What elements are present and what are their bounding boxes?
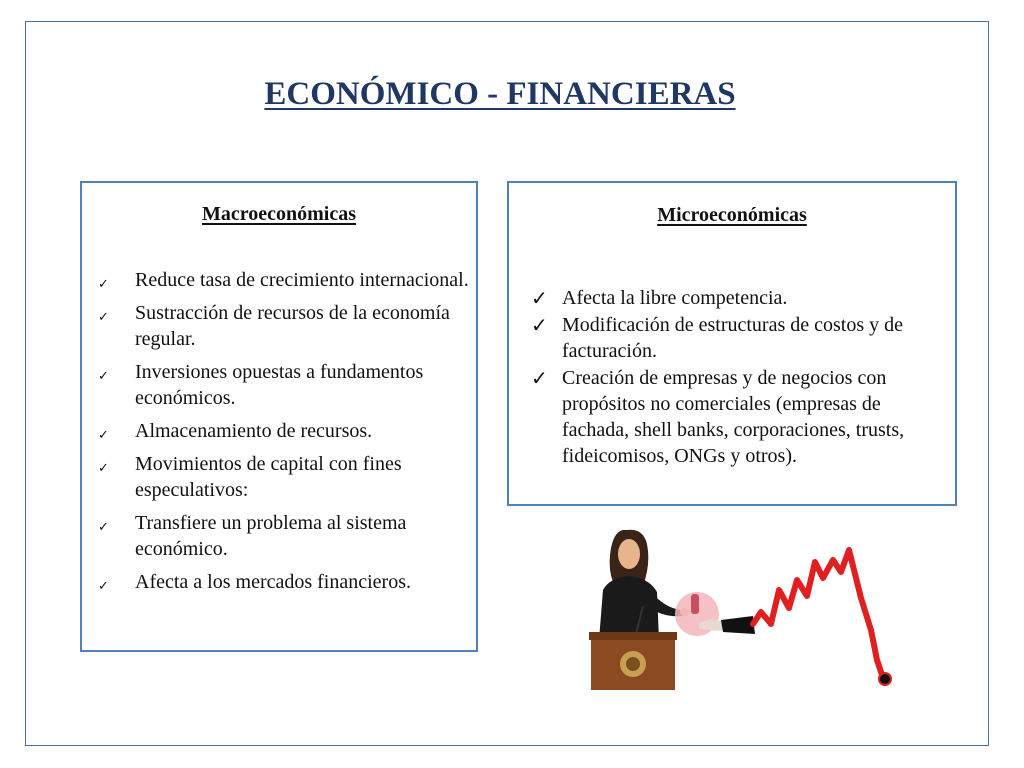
- page-title: ECONÓMICO - FINANCIERAS: [264, 76, 736, 112]
- list-item-text: Modificación de estructuras de costos y de facturación.: [562, 314, 904, 362]
- list-item: [98, 418, 470, 444]
- check-icon: ✓: [531, 366, 548, 390]
- check-icon: ✓: [98, 277, 109, 292]
- list-item-text: Sustracción de recursos de la economía regular.: [135, 302, 450, 350]
- list-item-text: Afecta a los mercados financieros.: [135, 571, 411, 593]
- list-item-text: Afecta la libre competencia.: [562, 287, 788, 309]
- check-icon: ✓: [98, 520, 109, 535]
- list-item: [531, 365, 951, 469]
- list-item-text: Transfiere un problema al sistema económico.: [135, 512, 407, 560]
- macro-heading: Macroeconómicas: [201, 203, 357, 225]
- list-item: [98, 359, 470, 411]
- list-item-text: Almacenamiento de recursos.: [135, 420, 373, 442]
- check-icon: ✓: [98, 310, 109, 325]
- check-icon: ✓: [98, 579, 109, 594]
- exchange-hands: [675, 592, 755, 636]
- list-item-text: Inversiones opuestas a fundamentos económicos.: [135, 361, 424, 409]
- check-icon: ✓: [531, 286, 548, 310]
- list-item: [531, 285, 951, 311]
- podium: [589, 632, 677, 690]
- macro-list: [98, 267, 470, 602]
- micro-list: [531, 285, 951, 470]
- check-icon: ✓: [98, 461, 109, 476]
- illustration-svg: [585, 520, 905, 692]
- crash-end-marker: [879, 673, 891, 685]
- speaker-figure: [599, 530, 690, 640]
- list-item-text: Reduce tasa de crecimiento internacional.: [135, 269, 469, 291]
- list-item: [98, 451, 470, 503]
- list-item: [98, 300, 470, 352]
- list-item-text: Movimientos de capital con fines especulativos:: [135, 453, 402, 501]
- list-item: [98, 267, 470, 293]
- micro-box: [507, 181, 957, 506]
- check-icon: ✓: [531, 313, 548, 337]
- list-item: [531, 312, 951, 364]
- list-item: [98, 510, 470, 562]
- check-icon: ✓: [98, 428, 109, 443]
- list-item: [98, 569, 470, 595]
- crash-line: [753, 550, 883, 678]
- speaker-crash-illustration: [585, 520, 905, 692]
- micro-heading: Microeconómicas: [657, 204, 807, 226]
- list-item-text: Creación de empresas y de negocios con propósitos no comerciales (empresas de fachada, shell banks, corporaciones, trusts, fideicomisos, ONGs y otros).: [562, 367, 905, 467]
- check-icon: ✓: [98, 369, 109, 384]
- macro-box: [80, 181, 478, 652]
